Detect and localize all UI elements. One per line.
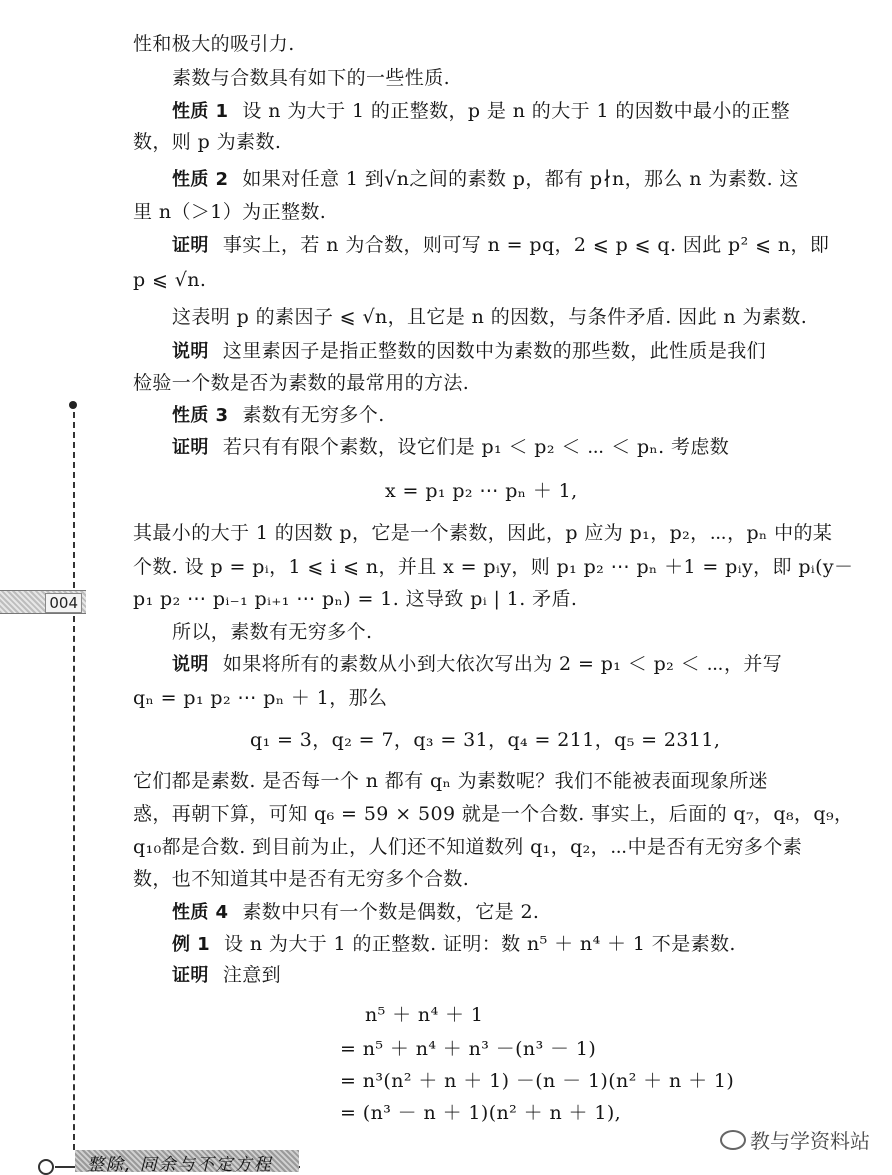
text-line: 数，则 p 为素数. <box>133 131 282 153</box>
text-span: 素数有无穷多个. <box>242 404 385 426</box>
text-line: 素数与合数具有如下的一些性质. <box>172 67 451 89</box>
text-line: p ⩽ √n. <box>133 269 207 291</box>
property-2 <box>172 167 799 192</box>
text-span: 这里素因子是指正整数的因数中为素数的那些数，此性质是我们 <box>222 340 767 362</box>
proof-1 <box>172 233 829 258</box>
text-span: 注意到 <box>222 964 282 986</box>
property-title: 性质 3 <box>172 405 229 426</box>
text-span: 如果对任意 1 到√n之间的素数 p，都有 p∤n，那么 n 为素数. 这 <box>242 168 799 190</box>
example-title: 例 1 <box>172 934 210 955</box>
margin-dashed-line <box>73 412 75 588</box>
watermark <box>720 1125 870 1154</box>
footer-bar <box>75 1150 299 1175</box>
text-line: 这表明 p 的素因子 ⩽ √n，且它是 n 的因数，与条件矛盾. 因此 n 为素数. <box>172 306 808 328</box>
proof-title: 证明 <box>172 235 209 256</box>
equation: = n⁵ ＋ n⁴ ＋ n³ －(n³ － 1) <box>340 1038 597 1060</box>
property-title: 性质 4 <box>172 902 229 923</box>
property-title: 性质 2 <box>172 169 229 190</box>
text-span: 设 n 为大于 1 的正整数，p 是 n 的大于 1 的因数中最小的正整 <box>242 100 790 122</box>
property-title: 性质 1 <box>172 101 229 122</box>
text-line: qₙ = p₁ p₂ ⋯ pₙ ＋ 1，那么 <box>133 687 388 709</box>
equation: q₁ = 3，q₂ = 7，q₃ = 31，q₄ = 211，q₅ = 2311, <box>250 729 721 751</box>
equation: = n³(n² ＋ n ＋ 1) －(n － 1)(n² ＋ n ＋ 1) <box>340 1070 735 1092</box>
proof-title: 证明 <box>172 965 209 986</box>
margin-dot <box>69 401 77 409</box>
page-number: 004 <box>45 593 82 613</box>
text-line: p₁ p₂ ⋯ pᵢ₋₁ pᵢ₊₁ ⋯ pₙ) = 1. 这导致 pᵢ | 1. 矛盾. <box>133 588 578 610</box>
watermark-text: 教与学资料站 <box>750 1129 870 1153</box>
text-line: 它们都是素数. 是否每一个 n 都有 qₙ 为素数呢？我们不能被表面现象所迷 <box>133 770 769 792</box>
equation: = (n³ － n ＋ 1)(n² ＋ n ＋ 1), <box>340 1102 622 1124</box>
property-3 <box>172 403 385 428</box>
page-number-tab <box>0 590 86 614</box>
wechat-icon <box>720 1130 746 1150</box>
text-span: 事实上，若 n 为合数，则可写 n = pq，2 ⩽ p ⩽ q. 因此 p² ⩽ n，即 <box>222 234 830 256</box>
text-line: 所以，素数有无穷多个. <box>172 621 373 643</box>
text-line: 检验一个数是否为素数的最常用的方法. <box>133 372 470 394</box>
note-1 <box>172 339 766 364</box>
note-2 <box>172 652 782 677</box>
property-1 <box>172 99 790 124</box>
proof-3 <box>172 963 281 988</box>
text-line: 其最小的大于 1 的因数 p，它是一个素数，因此，p 应为 p₁，p₂，⋯，pₙ 中的某 <box>133 522 833 544</box>
property-4 <box>172 900 539 925</box>
equation: x = p₁ p₂ ⋯ pₙ ＋ 1, <box>385 480 578 502</box>
text-line: 惑，再朝下算，可知 q₆ = 59 × 509 就是一个合数. 事实上，后面的 q₇，q₈，q₉， <box>133 803 854 825</box>
footer-circle <box>38 1159 54 1175</box>
text-line: 性和极大的吸引力. <box>133 33 295 55</box>
proof-title: 证明 <box>172 437 209 458</box>
footer-title: 整除, 同余与不定方程 <box>87 1155 273 1175</box>
text-line: 里 n（＞1）为正整数. <box>133 201 327 223</box>
margin-dashed-line <box>73 616 75 1150</box>
text-span: 设 n 为大于 1 的正整数. 证明：数 n⁵ ＋ n⁴ ＋ 1 不是素数. <box>224 933 736 955</box>
proof-2 <box>172 435 729 460</box>
note-title: 说明 <box>172 341 209 362</box>
text-span: 素数中只有一个数是偶数，它是 2. <box>242 901 540 923</box>
text-line: 个数. 设 p = pᵢ，1 ⩽ i ⩽ n，并且 x = pᵢy，则 p₁ p₂ ⋯ pₙ ＋1 = pᵢy，即 pᵢ(y－ <box>133 556 854 578</box>
text-line: q₁₀都是合数. 到目前为止，人们还不知道数列 q₁，q₂，⋯中是否有无穷多个素 <box>133 836 803 858</box>
equation: n⁵ ＋ n⁴ ＋ 1 <box>365 1004 484 1026</box>
note-title: 说明 <box>172 654 209 675</box>
text-line: 数，也不知道其中是否有无穷多个合数. <box>133 868 470 890</box>
text-span: 如果将所有的素数从小到大依次写出为 2 = p₁ ＜ p₂ ＜ ⋯，并写 <box>222 653 783 675</box>
example-1 <box>172 932 736 957</box>
text-span: 若只有有限个素数，设它们是 p₁ ＜ p₂ ＜ ⋯ ＜ pₙ. 考虑数 <box>222 436 730 458</box>
